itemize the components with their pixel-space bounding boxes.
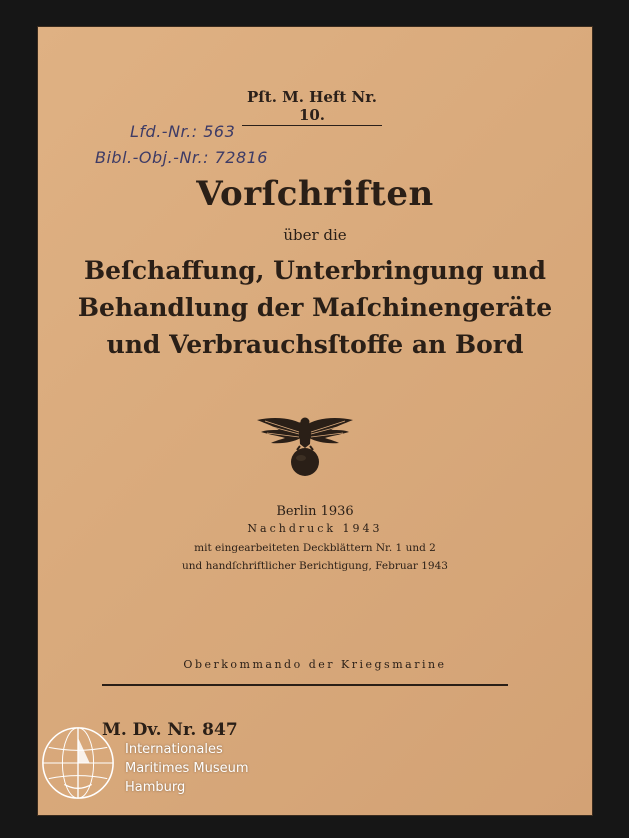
subtitle-line-1: Beſchaffung, Unterbringung und <box>84 256 546 285</box>
handwritten-library-object-number: Bibl.-Obj.-Nr.: 72816 <box>95 148 268 167</box>
handwritten-inventory-number: Lfd.-Nr.: 563 <box>130 122 236 141</box>
imprint-place-year: Berlin 1936 <box>276 504 354 519</box>
museum-watermark-line: Internationales <box>125 742 223 757</box>
issuing-authority: Oberkommando der Kriegsmarine <box>183 658 447 671</box>
museum-logo-icon <box>39 724 117 802</box>
imprint-note-line-1: mit eingearbeiteten Deckblättern Nr. 1 und 2 <box>194 542 436 554</box>
eagle-icon <box>255 408 355 478</box>
museum-watermark-line: Hamburg <box>125 780 186 795</box>
imprint-note-line-2: und handſchriftlicher Berichtigung, Februar 1943 <box>182 560 448 572</box>
museum-watermark-line: Maritimes Museum <box>125 761 249 776</box>
subtitle-intro: über die <box>283 226 347 244</box>
subtitle-line-3: und Verbrauchsſtoffe an Bord <box>106 330 524 359</box>
booklet-cover <box>37 26 593 816</box>
document-title: Vorſchriften <box>196 174 434 214</box>
document-number: M. Dv. Nr. 847 <box>102 720 238 740</box>
imprint-reprint: Nachdruck 1943 <box>247 522 383 535</box>
series-label: Pſt. M. Heft Nr. 10. <box>242 88 382 126</box>
subtitle-line-2: Behandlung der Maſchinengeräte <box>77 293 553 322</box>
museum-watermark <box>125 740 249 797</box>
divider-rule <box>102 684 508 686</box>
